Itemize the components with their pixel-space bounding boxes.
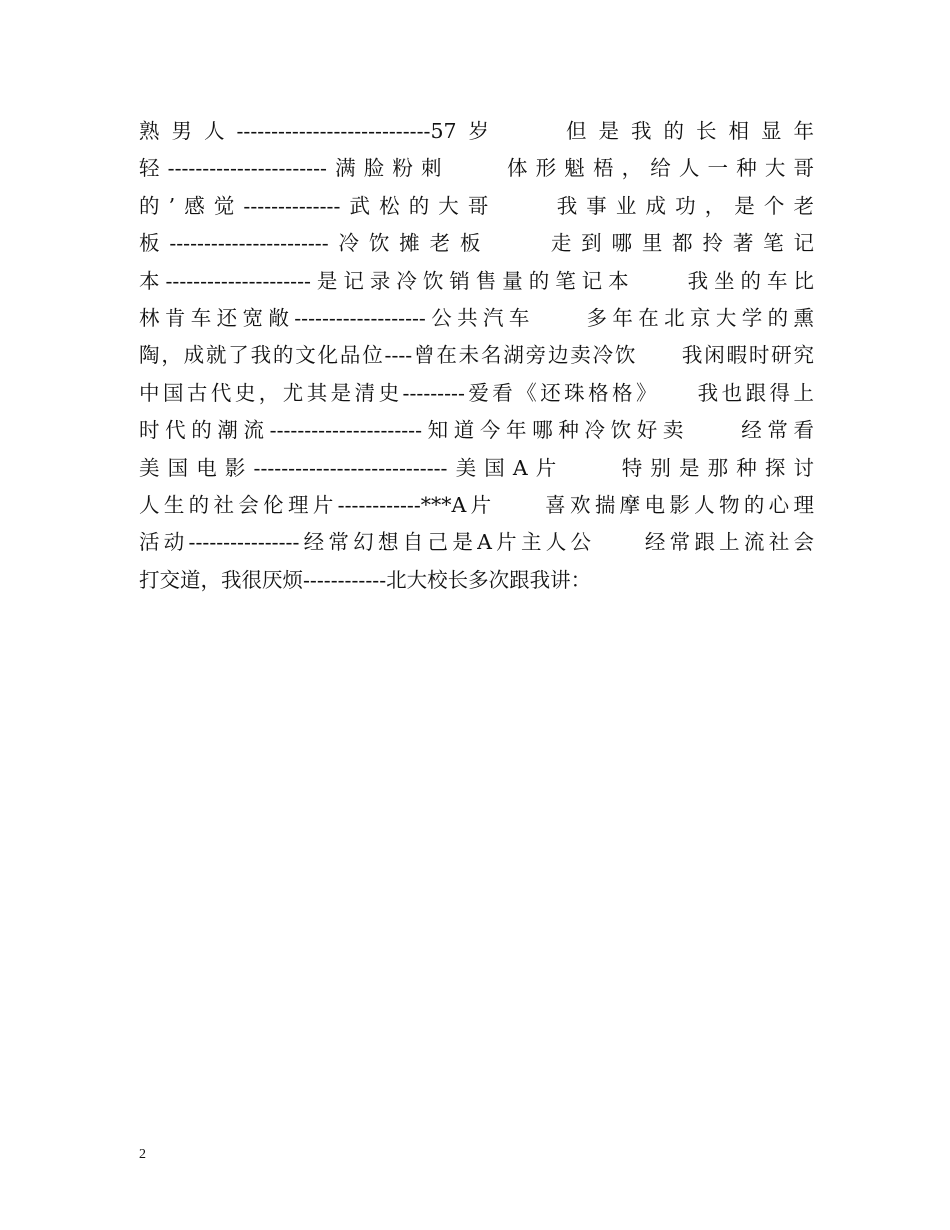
text-line: 人生的社会伦理片------------***A片 喜欢揣摩电影人物的心理 bbox=[139, 492, 814, 517]
body-text bbox=[139, 113, 814, 599]
text-line: 轻-----------------------满脸粉刺 体形魁梧，给人一种大哥 bbox=[139, 156, 814, 181]
text-line: 美国电影----------------------------美国A片 特别是那种探讨 bbox=[139, 455, 814, 480]
text-line: 陶，成就了我的文化品位----曾在未名湖旁边卖冷饮 我闲暇时研究 bbox=[139, 343, 814, 368]
text-line: 本---------------------是记录冷饮销售量的笔记本 我坐的车比 bbox=[139, 268, 814, 293]
text-line: 打交道，我很厌烦------------北大校长多次跟我讲： bbox=[139, 567, 592, 592]
text-line: 的’感觉--------------武松的大哥 我事业成功，是个老 bbox=[139, 193, 814, 218]
text-line: 活动----------------经常幻想自己是A片主人公 经常跟上流社会 bbox=[139, 530, 814, 555]
page-number: 2 bbox=[139, 1147, 146, 1162]
text-line: 时代的潮流----------------------知道今年哪种冷饮好卖 经常看 bbox=[139, 418, 814, 443]
text-line: 中国古代史，尤其是清史---------爱看《还珠格格》 我也跟得上 bbox=[139, 380, 814, 405]
text-line: 林肯车还宽敞-------------------公共汽车 多年在北京大学的熏 bbox=[139, 305, 814, 330]
text-line: 板-----------------------冷饮摊老板 走到哪里都拎著笔记 bbox=[139, 231, 814, 256]
text-line: 熟男人----------------------------57岁 但是我的长相显年 bbox=[139, 119, 814, 143]
